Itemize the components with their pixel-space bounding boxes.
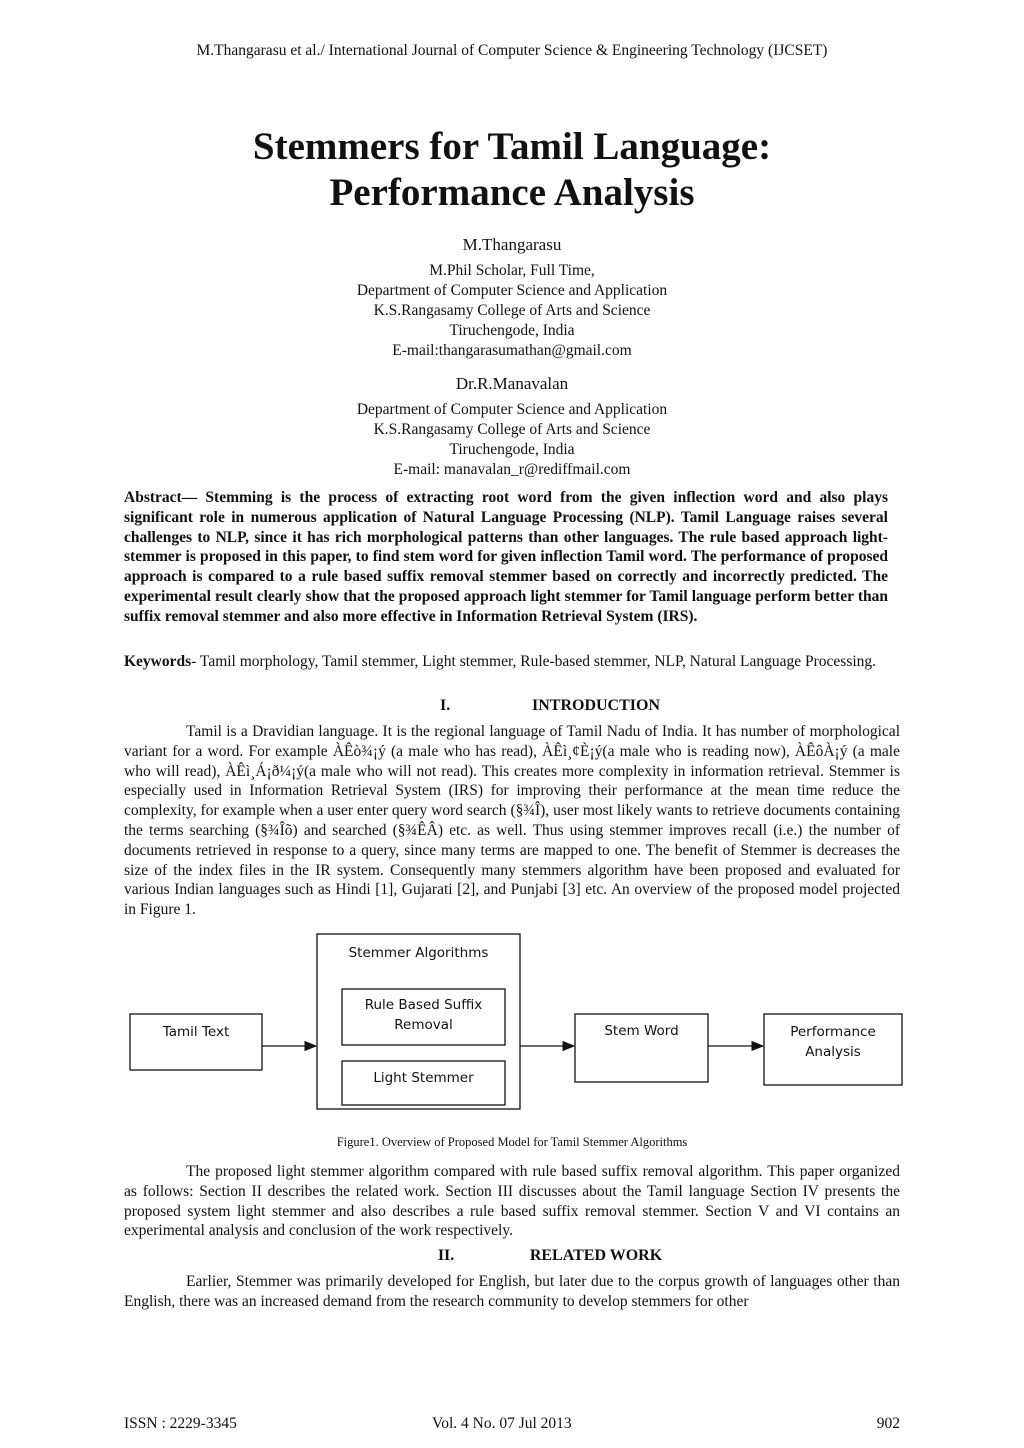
stemmer-algorithms-label: Stemmer Algorithms xyxy=(348,945,489,961)
author-block-1 xyxy=(0,233,1024,361)
figure-1-diagram xyxy=(128,930,908,1115)
author-name: Dr.R.Manavalan xyxy=(455,374,569,393)
keywords-text: - Tamil morphology, Tamil stemmer, Light stemmer, Rule-based stemmer, NLP, Natural Language Processing. xyxy=(191,653,877,670)
footer-volume: Vol. 4 No. 07 Jul 2013 xyxy=(432,1415,572,1432)
author-affiliation-line: M.Phil Scholar, Full Time, xyxy=(429,262,595,279)
paragraph-text: Earlier, Stemmer was primarily developed for English, but later due to the corpus growth of languages other than English, there was an increased demand from the research community to develop stemmers for other xyxy=(124,1273,900,1310)
footer-page-number: 902 xyxy=(876,1415,900,1432)
author-email: E-mail: manavalan_r@rediffmail.com xyxy=(393,461,631,478)
performance-line-1: Performance xyxy=(790,1024,876,1040)
section-title: RELATED WORK xyxy=(529,1247,663,1264)
author-affiliation-line: Tiruchengode, India xyxy=(449,322,575,339)
related-work-paragraph xyxy=(124,1272,900,1312)
introduction-paragraph xyxy=(124,722,900,920)
section-heading-related-work xyxy=(38,1247,1024,1265)
section-heading-introduction xyxy=(38,697,1024,715)
performance-line-2: Analysis xyxy=(805,1044,861,1060)
author-affiliation-line: Tiruchengode, India xyxy=(449,441,575,458)
author-affiliation-line: K.S.Rangasamy College of Arts and Science xyxy=(373,302,651,319)
abstract: Abstract— Stemming is the process of extracting root word from the given inflection word and also plays significant role in numerous application of Natural Language Processing (NLP). Tamil Language raises several challenges to NLP, since it has rich morphological patterns than other languages. The rule based approach light-stemmer is proposed in this paper, to find stem word for given inflection Tamil word. The performance of proposed approach is compared to a rule based suffix removal stemmer based on correctly and incorrectly predicted. The experimental result clearly show that the proposed approach light stemmer for Tamil language perform better than suffix removal stemmer and also more effective in Information Retrieval System (IRS). xyxy=(124,489,888,625)
rule-based-suffix-line-1: Rule Based Suffix xyxy=(364,997,483,1013)
paper-title xyxy=(0,124,1024,216)
author-name: M.Thangarasu xyxy=(462,235,562,254)
section-title: INTRODUCTION xyxy=(531,697,660,714)
running-header: M.Thangarasu et al./ International Journal of Computer Science & Engineering Technology (IJCSET) xyxy=(196,42,828,59)
keywords-label: Keywords xyxy=(124,653,192,670)
paragraph-text: The proposed light stemmer algorithm compared with rule based suffix removal algorithm. This paper organized as follows: Section II describes the related work. Section III discusses about the Tamil language Section IV presents the proposed system light stemmer and also describes a rule based suffix removal stemmer. Section V and VI contains an experimental analysis and conclusion of the work respectively. xyxy=(124,1163,900,1240)
section-number: I. xyxy=(439,697,451,714)
keywords xyxy=(124,652,888,672)
footer-issn: ISSN : 2229-3345 xyxy=(124,1415,237,1432)
performance-analysis-label xyxy=(764,1022,902,1062)
author-affiliation-line: K.S.Rangasamy College of Arts and Science xyxy=(373,421,651,438)
title-line-1: Stemmers for Tamil Language: xyxy=(252,125,772,168)
stem-word-label: Stem Word xyxy=(604,1023,679,1039)
title-line-2: Performance Analysis xyxy=(329,171,695,214)
tamil-text-label: Tamil Text xyxy=(162,1024,230,1040)
author-affiliation-line: Department of Computer Science and Application xyxy=(356,282,668,299)
author-affiliation-line: Department of Computer Science and Application xyxy=(356,401,668,418)
author-email: E-mail:thangarasumathan@gmail.com xyxy=(392,342,632,359)
paragraph-text: Tamil is a Dravidian language. It is the regional language of Tamil Nadu of India. It has number of morphological variant for a word. For example ÀÊò¾¡ý (a male who has read), ÀÊì¸¢È¡ý(a male who is reading now), ÀÊôÀ¡ý (a male who will read), ÀÊì¸Á¡ð¼¡ý(a male who will not read). This creates more complexity in information retrieval. Stemmer is especially used in Information Retrieval System (IRS) for improving their performance at the mean time reduce the complexity, for example when a user enter query word search (§¾Î), user most likely wants to retrieve documents containing the terms searching (§¾Îõ) and searched (§¾ÊÂ) etc. as well. Thus using stemmer improves recall (i.e.) the number of documents retrieved in response to a query, since many terms are mapped to one. The benefit of Stemmer is decreases the size of the index files in the IR system. Consequently many stemmers algorithm have been proposed and evaluated for various Indian languages such as Hindi [1], Gujarati [2], and Punjabi [3] etc. An overview of the proposed model projected in Figure 1. xyxy=(124,723,900,919)
organization-paragraph xyxy=(124,1162,900,1241)
rule-based-suffix-label xyxy=(342,995,505,1035)
author-block-2 xyxy=(0,372,1024,480)
section-number: II. xyxy=(437,1247,455,1264)
rule-based-suffix-line-2: Removal xyxy=(394,1017,453,1033)
light-stemmer-label: Light Stemmer xyxy=(373,1070,474,1086)
figure-caption: Figure1. Overview of Proposed Model for Tamil Stemmer Algorithms xyxy=(336,1135,688,1149)
